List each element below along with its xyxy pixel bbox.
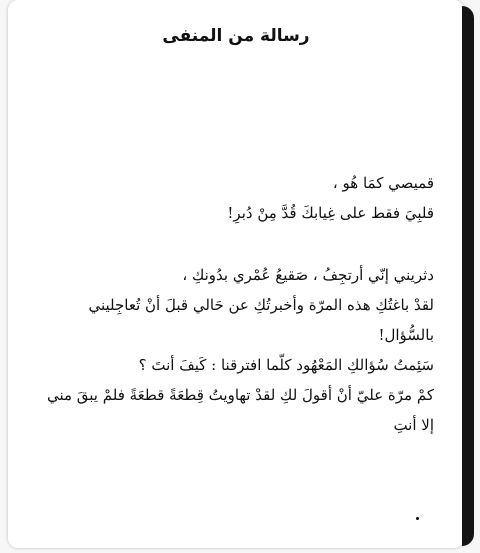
poem-line: إلا أنتِ xyxy=(393,416,434,434)
poem-line: بالسُّؤال! xyxy=(378,326,434,344)
poem-line: كمْ مرّة عليّ أنْ أقولَ لكِ لقدْ تهاويتُ قِطعَةً قطعَةً فلمْ يبقَ مني xyxy=(46,386,434,404)
device-edge xyxy=(462,6,474,546)
poem-line: دثريني إنّي أرتجِفُ ، صَقيعُ عُمْري بدُونكِ ، xyxy=(182,266,434,284)
poem-line: قميصي كمَا هُو ، xyxy=(332,174,434,192)
poem-line: سَئِمتُ سُؤالكِ المَعْهُود كلّما افترقنا : كَيفَ أنتَ ؟ xyxy=(138,356,434,374)
poem-line: لقدْ باغتُكِ هذه المرّة وأخبرتُكِ عن حَالي قبلَ أنْ تُعاجِليني xyxy=(88,296,434,314)
poem-line: قلبِيَ فقط على غِيابكَ قُدَّ مِنْ دُبرِ! xyxy=(227,204,434,222)
document-page xyxy=(8,0,464,548)
decorative-dot xyxy=(416,517,419,520)
poem-title: رسالة من المنفى xyxy=(162,26,310,46)
stanza-gap xyxy=(24,228,434,260)
poem-body xyxy=(24,168,434,440)
